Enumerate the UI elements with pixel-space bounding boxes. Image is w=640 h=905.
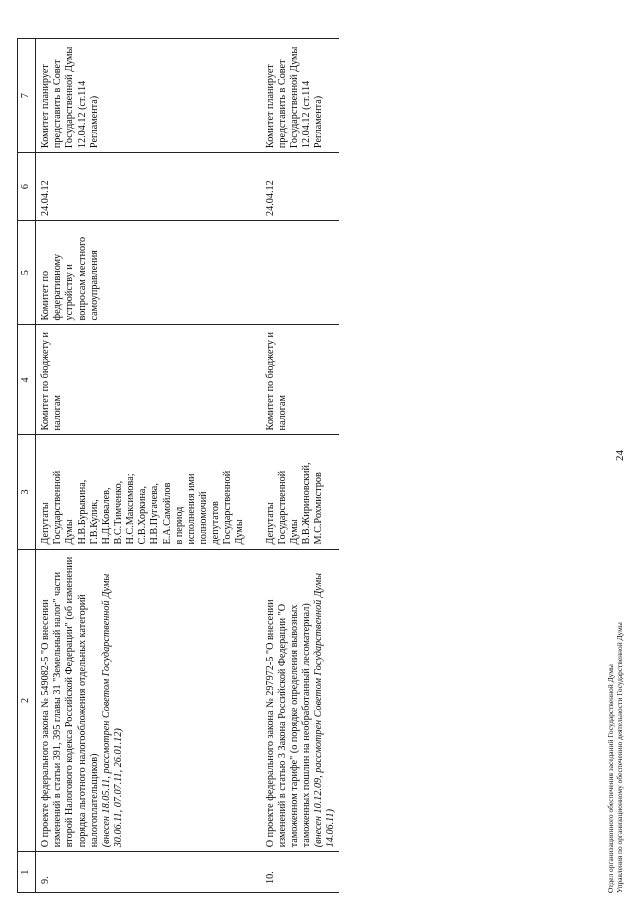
bill-authors <box>36 435 249 549</box>
bill-status-note: (внесен 10.12.09, рассмотрен Советом Государственной Думы 14.06.11) <box>313 573 337 848</box>
row-number: 10. <box>249 852 340 893</box>
bill-title: О проекте федерального закона № 549082-5 "О внесении изменений в статьи 391, 395 главы 31 "Земельный налог" части второй Налогового кодекса Российской Федерации" (об изменении порядка льготного налогообложения отдельных категорий налогоплательщиков) <box>40 556 100 848</box>
footer-line: Управления по организационному обеспечению деятельности Государственной Думы <box>615 622 625 893</box>
bills-table <box>17 38 339 893</box>
responsible-committee: Комитет по бюджету и налогам <box>249 325 340 435</box>
author-line: Г.В.Кулик, <box>88 499 100 545</box>
author-line: Н.Д.Ковалев, <box>100 487 112 545</box>
responsible-committee: Комитет по бюджету и налогам <box>36 325 249 435</box>
author-line: Е.А.Самойлов <box>161 482 173 545</box>
author-line: Думы <box>288 519 300 545</box>
column-header-1: 1 <box>18 852 36 893</box>
bill-title: О проекте федерального закона № 297972-5 "О внесении изменений в статью 3 Закона Российской Федерации "О таможенном тарифе" (о порядке определения вывозных таможенных пошлин на необработанный лесоматериал) <box>264 599 312 848</box>
co-committee: Комитет по федеративному устройству и вопросам местного самоуправления <box>36 220 249 325</box>
table-row <box>249 39 340 893</box>
column-header-5: 5 <box>18 220 36 325</box>
author-line: Н.В.Бурыкина, <box>76 479 88 545</box>
author-line: Думы <box>64 519 76 545</box>
author-line: Н.С.Максимова; <box>125 473 137 545</box>
author-line: полномочий <box>197 491 209 545</box>
column-header-6: 6 <box>18 153 36 221</box>
author-line: В.С.Тимченко, <box>112 480 124 545</box>
bill-status-note: (внесен 18.05.11, рассмотрен Советом Государственной Думы 30.06.11, 07.07.11, 26.01.12) <box>100 573 124 848</box>
author-line: Государственной <box>52 470 64 545</box>
author-line: М.С.Рохмистров <box>313 472 325 545</box>
author-line: В.В.Жириновский, <box>300 462 312 545</box>
plan-note: Комитет планирует представить в Совет Государственной Думы 12.04.12 (ст.114 Регламента) <box>36 39 249 153</box>
row-number: 9. <box>36 852 249 893</box>
footer-line: Отдел организационного обеспечения заседаний Государственной Думы <box>606 664 615 893</box>
author-line: Н.В.Пугачева, <box>149 483 161 545</box>
author-line: С.В.Хоркина, <box>137 486 149 545</box>
author-line: исполнения ими <box>185 473 197 545</box>
page-number: 24 <box>614 450 626 461</box>
bill-description <box>249 549 340 852</box>
footer <box>606 622 625 893</box>
column-header-3: 3 <box>18 435 36 549</box>
author-line: Думы <box>234 519 246 545</box>
column-header-2: 2 <box>18 549 36 852</box>
table-row <box>36 39 249 893</box>
planned-date: 24.04.12 <box>249 153 340 221</box>
bill-description <box>36 549 249 852</box>
author-line: Государственной <box>222 470 234 545</box>
column-header-7: 7 <box>18 39 36 153</box>
header-row <box>18 39 36 893</box>
author-line: в период <box>173 506 185 545</box>
planned-date: 24.04.12 <box>36 153 249 221</box>
plan-note: Комитет планирует представить в Совет Государственной Думы 12.04.12 (ст.114 Регламента) <box>249 39 340 153</box>
column-header-4: 4 <box>18 325 36 435</box>
author-line: Депутаты <box>40 502 52 545</box>
author-line: депутатов <box>210 501 222 545</box>
bill-authors <box>249 435 340 549</box>
author-line: Государственной <box>276 470 288 545</box>
co-committee <box>249 220 340 325</box>
author-line: Депутаты <box>264 502 276 545</box>
